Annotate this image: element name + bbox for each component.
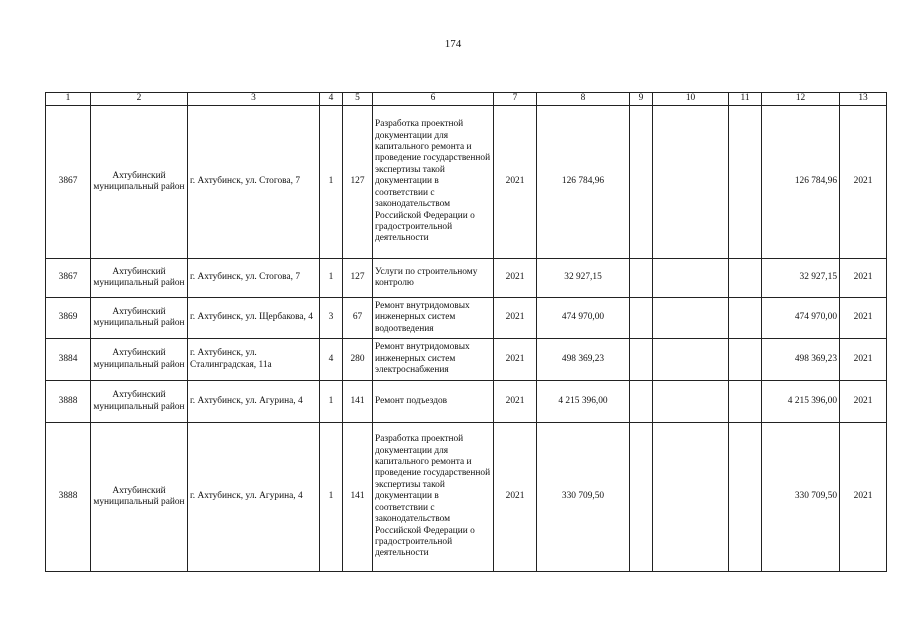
column-header: 12 bbox=[762, 93, 840, 106]
col9-cell bbox=[630, 339, 653, 381]
table-row bbox=[46, 339, 887, 381]
col5-cell: 141 bbox=[343, 423, 373, 572]
column-header: 10 bbox=[653, 93, 729, 106]
col4-cell: 1 bbox=[320, 423, 343, 572]
total-cost-cell: 474 970,00 bbox=[537, 298, 630, 339]
district-cell: Ахтубинский муниципальный район bbox=[91, 298, 188, 339]
year-cell: 2021 bbox=[494, 106, 537, 259]
col10-cell bbox=[653, 106, 729, 259]
col9-cell bbox=[630, 298, 653, 339]
total-cost-cell: 32 927,15 bbox=[537, 259, 630, 298]
work-type-cell: Ремонт подъездов bbox=[373, 381, 494, 423]
col11-cell bbox=[729, 298, 762, 339]
column-header: 5 bbox=[343, 93, 373, 106]
year-cell: 2021 bbox=[494, 298, 537, 339]
column-header: 13 bbox=[840, 93, 887, 106]
col13-cell: 2021 bbox=[840, 381, 887, 423]
record-id-cell: 3888 bbox=[46, 423, 91, 572]
col11-cell bbox=[729, 259, 762, 298]
col9-cell bbox=[630, 381, 653, 423]
district-cell: Ахтубинский муниципальный район bbox=[91, 339, 188, 381]
year-cell: 2021 bbox=[494, 423, 537, 572]
col13-cell: 2021 bbox=[840, 423, 887, 572]
table-row bbox=[46, 259, 887, 298]
col13-cell: 2021 bbox=[840, 106, 887, 259]
year-cell: 2021 bbox=[494, 381, 537, 423]
page-number: 174 bbox=[444, 38, 462, 50]
column-header: 6 bbox=[373, 93, 494, 106]
total-cost-cell: 330 709,50 bbox=[537, 423, 630, 572]
record-id-cell: 3888 bbox=[46, 381, 91, 423]
work-type-cell: Услуги по строительному контролю bbox=[373, 259, 494, 298]
total-cost-cell: 498 369,23 bbox=[537, 339, 630, 381]
column-header: 8 bbox=[537, 93, 630, 106]
col5-cell: 141 bbox=[343, 381, 373, 423]
year-cell: 2021 bbox=[494, 339, 537, 381]
col4-cell: 4 bbox=[320, 339, 343, 381]
col4-cell: 3 bbox=[320, 298, 343, 339]
address-cell: г. Ахтубинск, ул. Агурина, 4 bbox=[188, 423, 320, 572]
col10-cell bbox=[653, 298, 729, 339]
col4-cell: 1 bbox=[320, 381, 343, 423]
column-header: 4 bbox=[320, 93, 343, 106]
column-header: 11 bbox=[729, 93, 762, 106]
record-id-cell: 3867 bbox=[46, 259, 91, 298]
column-header: 3 bbox=[188, 93, 320, 106]
column-number-row bbox=[46, 93, 887, 106]
table-row bbox=[46, 106, 887, 259]
col9-cell bbox=[630, 259, 653, 298]
col5-cell: 280 bbox=[343, 339, 373, 381]
work-type-cell: Разработка проектной документации для капитального ремонта и проведение государственной экспертизы такой документации в соответствии с законодательством Российской Федерации о градостроительной деятельности bbox=[373, 423, 494, 572]
table-row bbox=[46, 423, 887, 572]
col11-cell bbox=[729, 381, 762, 423]
column-header: 9 bbox=[630, 93, 653, 106]
col13-cell: 2021 bbox=[840, 339, 887, 381]
col4-cell: 1 bbox=[320, 106, 343, 259]
address-cell: г. Ахтубинск, ул. Сталинградская, 11а bbox=[188, 339, 320, 381]
col12-cell: 498 369,23 bbox=[762, 339, 840, 381]
col12-cell: 330 709,50 bbox=[762, 423, 840, 572]
district-cell: Ахтубинский муниципальный район bbox=[91, 423, 188, 572]
col9-cell bbox=[630, 106, 653, 259]
col12-cell: 126 784,96 bbox=[762, 106, 840, 259]
col10-cell bbox=[653, 381, 729, 423]
col10-cell bbox=[653, 339, 729, 381]
col5-cell: 127 bbox=[343, 259, 373, 298]
work-type-cell: Ремонт внутридомовых инженерных систем электроснабжения bbox=[373, 339, 494, 381]
district-cell: Ахтубинский муниципальный район bbox=[91, 106, 188, 259]
address-cell: г. Ахтубинск, ул. Стогова, 7 bbox=[188, 259, 320, 298]
col5-cell: 67 bbox=[343, 298, 373, 339]
record-id-cell: 3867 bbox=[46, 106, 91, 259]
col11-cell bbox=[729, 339, 762, 381]
district-cell: Ахтубинский муниципальный район bbox=[91, 259, 188, 298]
col12-cell: 474 970,00 bbox=[762, 298, 840, 339]
address-cell: г. Ахтубинск, ул. Агурина, 4 bbox=[188, 381, 320, 423]
total-cost-cell: 4 215 396,00 bbox=[537, 381, 630, 423]
col13-cell: 2021 bbox=[840, 298, 887, 339]
record-id-cell: 3869 bbox=[46, 298, 91, 339]
col9-cell bbox=[630, 423, 653, 572]
total-cost-cell: 126 784,96 bbox=[537, 106, 630, 259]
work-type-cell: Разработка проектной документации для капитального ремонта и проведение государственной экспертизы такой документации в соответствии с законодательством Российской Федерации о градостроительной деятельности bbox=[373, 106, 494, 259]
col10-cell bbox=[653, 259, 729, 298]
col13-cell: 2021 bbox=[840, 259, 887, 298]
column-header: 1 bbox=[46, 93, 91, 106]
col12-cell: 4 215 396,00 bbox=[762, 381, 840, 423]
year-cell: 2021 bbox=[494, 259, 537, 298]
address-cell: г. Ахтубинск, ул. Щербакова, 4 bbox=[188, 298, 320, 339]
col11-cell bbox=[729, 106, 762, 259]
col4-cell: 1 bbox=[320, 259, 343, 298]
col12-cell: 32 927,15 bbox=[762, 259, 840, 298]
address-cell: г. Ахтубинск, ул. Стогова, 7 bbox=[188, 106, 320, 259]
column-header: 7 bbox=[494, 93, 537, 106]
work-type-cell: Ремонт внутридомовых инженерных систем водоотведения bbox=[373, 298, 494, 339]
col11-cell bbox=[729, 423, 762, 572]
repair-registry-table bbox=[45, 92, 887, 572]
column-header: 2 bbox=[91, 93, 188, 106]
table-row bbox=[46, 298, 887, 339]
col10-cell bbox=[653, 423, 729, 572]
record-id-cell: 3884 bbox=[46, 339, 91, 381]
district-cell: Ахтубинский муниципальный район bbox=[91, 381, 188, 423]
col5-cell: 127 bbox=[343, 106, 373, 259]
table-row bbox=[46, 381, 887, 423]
